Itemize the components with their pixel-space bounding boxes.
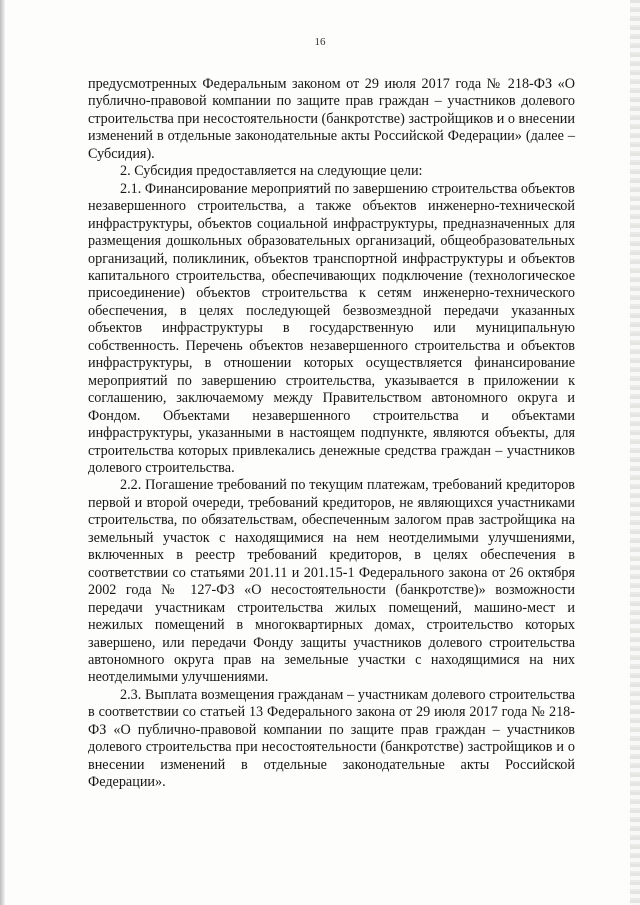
paragraph-2-3: 2.3. Выплата возмещения гражданам – участникам долевого строительства в соответствии со статьей 13 Федерального закона от 29 июля 2017 года № 218-ФЗ «О публично-правовой компании по защите прав граждан – участников долевого строительства при несостоятельности (банкротстве) застройщиков и о внесении изменений в отдельные законодательные акты Российской Федерации».	[88, 686, 575, 791]
page-number: 16	[314, 36, 326, 48]
paragraph-2: 2. Субсидия предоставляется на следующие цели:	[120, 163, 423, 180]
paragraph-2-1: 2.1. Финансирование мероприятий по завершению строительства объектов незавершенного строительства, а также объектов инженерно-технической инфраструктуры, объектов социальной инфраструктуры, предназначенных для размещения дошкольных образовательных организаций, общеобразовательных организаций, поликлиник, объектов транспортной инфраструктуры и объектов капитального строительства, обеспечивающих подключение (технологическое присоединение) объектов строительства к сетям инженерно-технического обеспечения, в целях последующей безвозмездной передачи указанных объектов инфраструктуры в государственную или муниципальную собственность. Перечень объектов незавершенного строительства и объектов инфраструктуры, в отношении которых осуществляется финансирование мероприятий по завершению строительства, указывается в приложении к соглашению, заключаемому между Правительством автономного округа и Фондом. Объектами незавершенного строительства и объектами инфраструктуры, указанными в настоящем подпункте, являются объекты, для строительства которых привлекались денежные средства граждан – участников долевого строительства.	[88, 180, 575, 476]
paragraph-continuation: предусмотренных Федеральным законом от 29 июля 2017 года № 218-ФЗ «О публично-правовой компании по защите прав граждан – участников долевого строительства при несостоятельности (банкротстве) застройщиков и о внесении изменений в отдельные законодательные акты Российской Федерации» (далее – Субсидия).	[88, 76, 575, 162]
paragraph-2-2: 2.2. Погашение требований по текущим платежам, требований кредиторов первой и второй очереди, требований кредиторов, не являющихся участниками строительства, по обязательствам, обеспеченным залогом прав застройщика на земельный участок с находящимися на нем неотделимыми улучшениями, включенных в реестр требований кредиторов, в целях обеспечения в соответствии со статьями 201.11 и 201.15-1 Федерального закона от 26 октября 2002 года № 127-ФЗ «О несостоятельности (банкротстве)» возможности передачи участникам строительства жилых помещений, машино-мест и нежилых помещений в многоквартирных домах, строительство которых завершено, или передачи Фонду защиты участников долевого строительства автономного округа прав на земельные участки с находящимися на них неотделимыми улучшениями.	[88, 477, 575, 686]
scan-edge-right	[630, 0, 640, 905]
scan-edge-left	[0, 0, 5, 905]
document-body	[88, 76, 575, 792]
